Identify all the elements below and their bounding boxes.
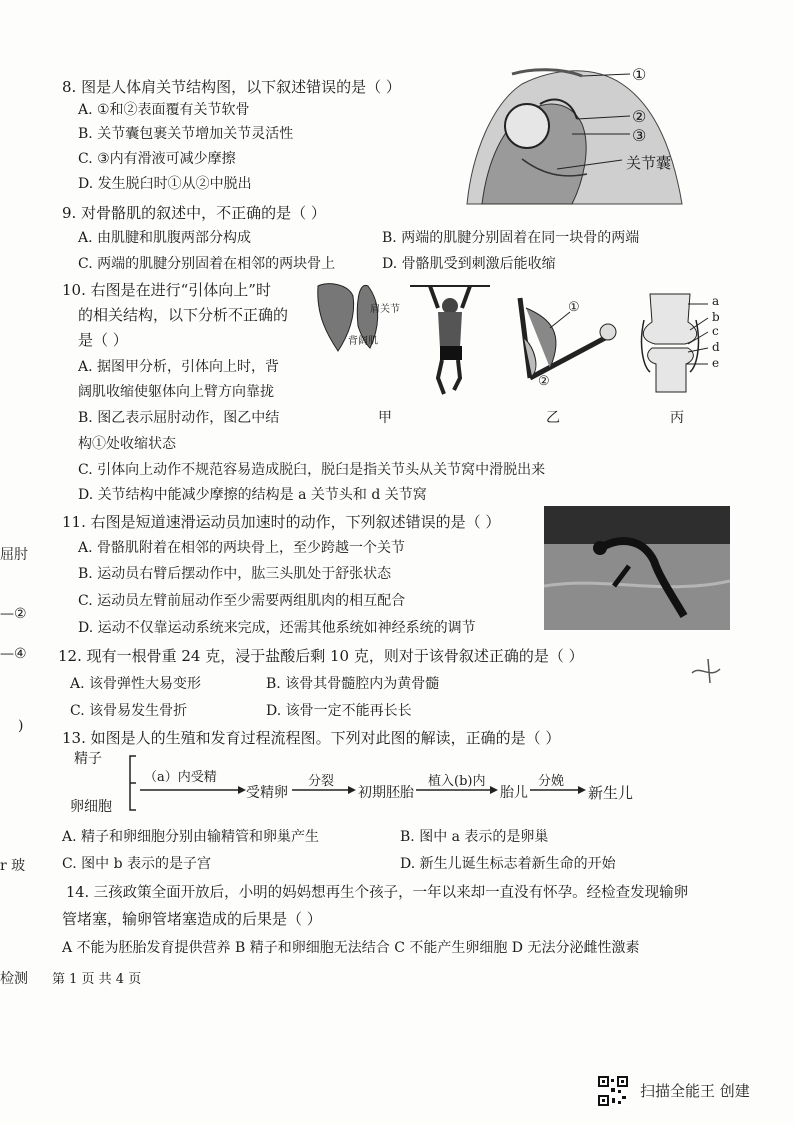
q10-option-a-line1: A. 据图甲分析，引体向上时，背 (78, 359, 280, 375)
q10-bing-mark-b: b (712, 310, 720, 324)
reproduction-flowchart (70, 748, 670, 820)
q10-panel-bing: 丙 (670, 410, 684, 426)
q8-option-b: B. 关节囊包裹关节增加关节灵活性 (78, 126, 294, 142)
q10-label-latissimus: 背阔肌 (348, 336, 378, 347)
q14-options: A 不能为胚胎发育提供营养 B 精子和卵细胞无法结合 C 不能产生卵细胞 D 无法分泌雌性激素 (62, 940, 640, 956)
flow-newborn: 新生儿 (588, 784, 634, 802)
q10-yi-mark-2: ② (538, 374, 550, 389)
q10-option-b-line1: B. 图乙表示屈肘动作，图乙中结 (78, 410, 280, 426)
q10-option-b-line2: 构①处收缩状态 (78, 436, 176, 452)
q11-option-b: B. 运动员右臂后摆动作中，肱三头肌处于舒张状态 (78, 566, 392, 582)
q8-option-a: A. ①和②表面覆有关节软骨 (78, 102, 250, 118)
flow-embryo: 初期胚胎 (358, 785, 414, 801)
q12-option-b: B. 该骨其骨髓腔内为黄骨髓 (266, 676, 440, 692)
q13-option-b: B. 图中 a 表示的是卵巢 (400, 829, 549, 845)
q10-option-c: C. 引体向上动作不规范容易造成脱臼，脱臼是指关节头从关节窝中滑脱出来 (78, 462, 546, 478)
q10-bing-mark-c: c (712, 324, 719, 338)
scribble-mark (690, 655, 730, 685)
scanner-watermark: 扫描全能王 创建 (640, 1082, 750, 1100)
flow-fetus: 胎儿 (500, 785, 528, 801)
q10-bing-mark-d: d (712, 340, 720, 354)
q10-bing-mark-a: a (712, 294, 720, 308)
q10-panel-yi: 乙 (546, 410, 560, 426)
q14-stem-line1: 14. 三孩政策全面开放后，小明的妈妈想再生个孩子，一年以来却一直没有怀孕。经检查发现输卵 (66, 885, 689, 901)
q10-figure-pullup-person (410, 278, 490, 398)
q9-option-d: D. 骨骼肌受到刺激后能收缩 (382, 256, 556, 272)
page-number: 第 1 页 共 4 页 (52, 972, 142, 987)
q9-option-b: B. 两端的肌腱分别固着在同一块骨的两端 (382, 230, 640, 246)
q11-option-c: C. 运动员左臂前屈动作至少需要两组肌肉的相互配合 (78, 593, 406, 609)
q11-stem: 11. 右图是短道速滑运动员加速时的动作，下列叙述错误的是（ ） (62, 513, 501, 531)
margin-mark: ) (18, 718, 24, 734)
q9-option-a: A. 由肌腱和肌腹两部分构成 (78, 230, 252, 246)
q10-figure-yi-arm (510, 288, 620, 388)
q14-stem-line2: 管堵塞，输卵管堵塞造成的后果是（ ） (62, 910, 322, 928)
q10-figure-bing-joint (640, 292, 722, 394)
margin-mark: r 玻 (0, 858, 26, 874)
speed-skater-photo (544, 506, 730, 630)
q9-stem: 9. 对骨骼肌的叙述中，不正确的是（ ） (62, 204, 326, 222)
q10-figure-jia-muscles (308, 276, 408, 358)
q10-option-a-line2: 阔肌收缩使躯体向上臂方向靠拢 (78, 384, 274, 400)
margin-mark: 检测 (0, 971, 28, 987)
q10-panel-jia: 甲 (378, 410, 392, 426)
q11-option-a: A. 骨骼肌附着在相邻的两块骨上，至少跨越一个关节 (78, 540, 406, 556)
q13-option-d: D. 新生儿诞生标志着新生命的开始 (400, 856, 616, 872)
shoulder-joint-figure (462, 64, 690, 210)
q8-label-capsule: 关节囊 (626, 154, 672, 172)
q11-option-d: D. 运动不仅靠运动系统来完成，还需其他系统如神经系统的调节 (78, 620, 476, 636)
flow-step-a: （a）内受精 (144, 770, 217, 785)
q13-option-c: C. 图中 b 表示的是子宫 (62, 856, 211, 872)
q8-label-2: ② (632, 107, 647, 126)
q8-option-d: D. 发生脱臼时①从②中脱出 (78, 176, 252, 192)
q10-yi-mark-1: ① (568, 300, 580, 315)
q10-option-d: D. 关节结构中能减少摩擦的结构是 a 关节头和 d 关节窝 (78, 487, 427, 503)
q13-option-a: A. 精子和卵细胞分别由输精管和卵巢产生 (62, 829, 320, 845)
margin-mark: —④ (0, 646, 27, 662)
margin-mark: —② (0, 606, 27, 622)
q10-stem-line2: 的相关结构，以下分析不正确的 (78, 306, 289, 324)
margin-mark: 屈肘 (0, 547, 28, 563)
q10-stem-line3: 是（ ） (78, 331, 128, 349)
q12-stem: 12. 现有一根骨重 24 克，浸于盐酸后剩 10 克，则对于该骨叙述正确的是（ ） (58, 647, 584, 665)
q10-bing-mark-e: e (712, 356, 720, 370)
flow-arrow-implant: 植入(b)内 (428, 774, 486, 789)
q8-label-3: ③ (632, 126, 647, 145)
q8-option-c: C. ③内有滑液可减少摩擦 (78, 151, 236, 167)
q8-stem: 8. 图是人体肩关节结构图，以下叙述错误的是（ ） (62, 78, 401, 96)
q12-option-a: A. 该骨弹性大易变形 (70, 676, 202, 692)
qr-code-icon (598, 1076, 628, 1106)
flow-arrow-divide: 分裂 (308, 774, 335, 789)
flow-zygote: 受精卵 (246, 785, 288, 801)
q13-stem: 13. 如图是人的生殖和发育过程流程图。下列对此图的解读，正确的是（ ） (62, 729, 561, 747)
q12-option-c: C. 该骨易发生骨折 (70, 703, 188, 719)
q12-option-d: D. 该骨一定不能再长长 (266, 703, 412, 719)
q9-option-c: C. 两端的肌腱分别固着在相邻的两块骨上 (78, 256, 336, 272)
flow-arrow-birth: 分娩 (538, 774, 565, 789)
flow-sperm: 精子 (74, 751, 102, 767)
q10-stem-line1: 10. 右图是在进行“引体向上”时 (62, 281, 271, 299)
flow-egg: 卵细胞 (70, 799, 112, 815)
q10-label-shoulder: 肩关节 (370, 304, 400, 315)
q8-label-1: ① (632, 65, 647, 84)
